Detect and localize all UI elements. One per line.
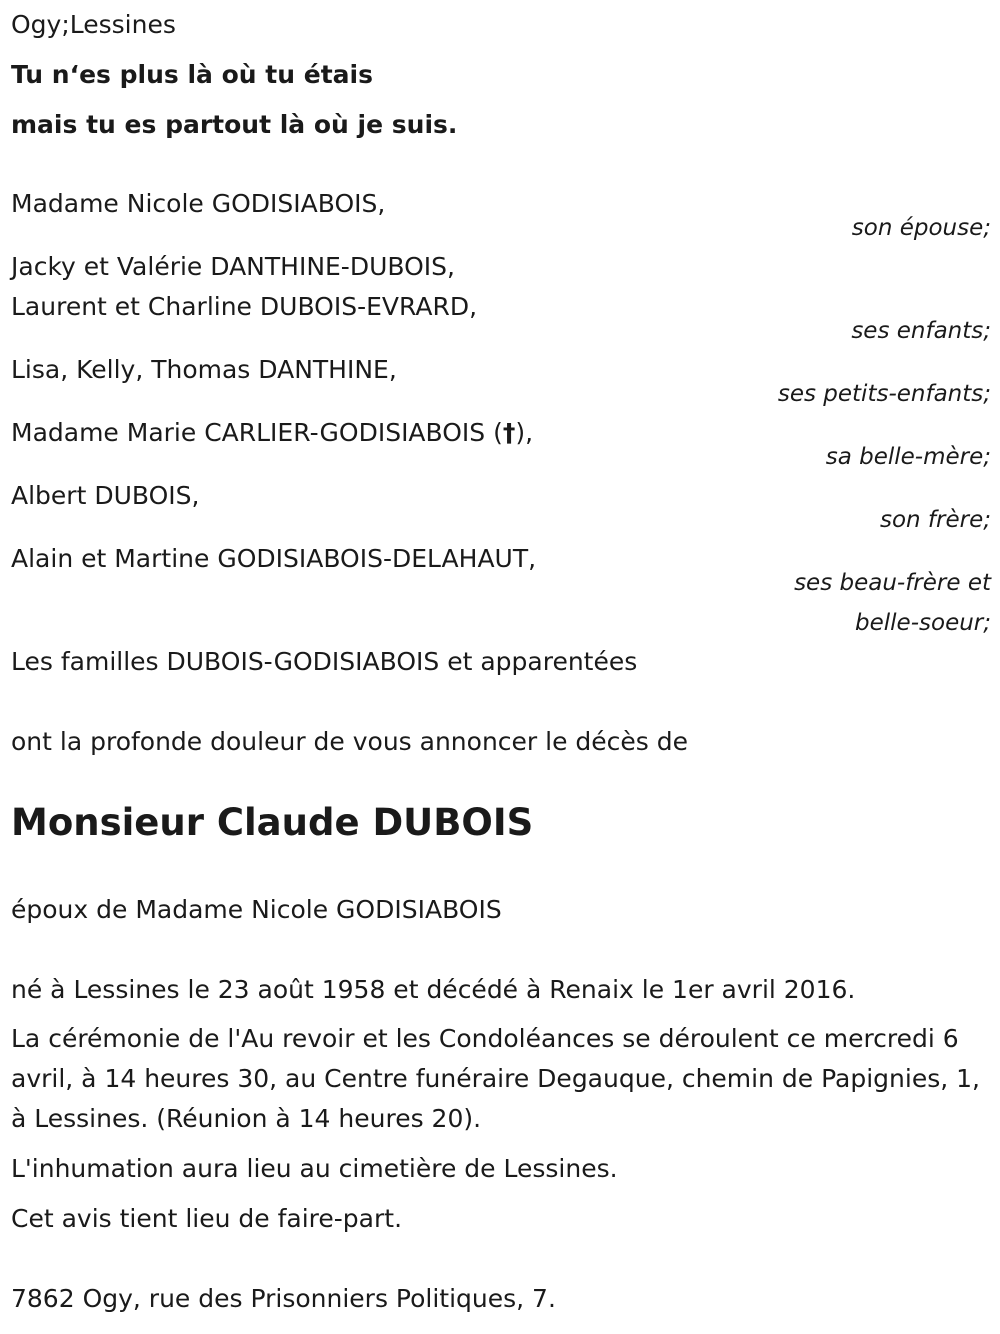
birth-death-line: né à Lessines le 23 août 1958 et décédé à Renaix le 1er avril 2016. <box>11 975 856 1004</box>
notice-line: Cet avis tient lieu de faire-part. <box>11 1204 403 1233</box>
family-spouse-role: son épouse; <box>851 215 991 241</box>
ceremony-paragraph: La cérémonie de l'Au revoir et les Condoléances se déroulent ce mercredi 6 avril, à 14 heures 30, au Centre funéraire Degauque, chemin de Papignies, 1, à Lessines. (Réunion à 14 heures 20). <box>11 1024 980 1133</box>
families-line: Les familles DUBOIS-GODISIABOIS et apparentées <box>11 647 638 676</box>
family-in-laws-role-1: ses beau-frère et <box>794 570 991 596</box>
deceased-name: Monsieur Claude DUBOIS <box>11 801 534 844</box>
family-child-1: Jacky et Valérie DANTHINE-DUBOIS, <box>11 252 455 281</box>
family-spouse-name: Madame Nicole GODISIABOIS, <box>11 189 386 218</box>
address-line: 7862 Ogy, rue des Prisonniers Politiques, 7. <box>11 1284 556 1313</box>
family-in-laws-names: Alain et Martine GODISIABOIS-DELAHAUT, <box>11 544 537 573</box>
family-brother-role: son frère; <box>879 507 991 533</box>
spouse-line: époux de Madame Nicole GODISIABOIS <box>11 895 502 924</box>
location-header: Ogy;Lessines <box>11 10 176 39</box>
cross-icon: † <box>502 418 516 447</box>
family-brother-name: Albert DUBOIS, <box>11 481 200 510</box>
quote-line-1: Tu n‘es plus là où tu étais <box>11 60 373 89</box>
family-in-laws-role-2: belle-soeur; <box>855 610 991 636</box>
family-grandchildren-role: ses petits-enfants; <box>777 381 991 407</box>
burial-line: L'inhumation aura lieu au cimetière de Lessines. <box>11 1154 618 1183</box>
family-mother-in-law-name <box>11 413 533 453</box>
family-grandchildren-names: Lisa, Kelly, Thomas DANTHINE, <box>11 355 397 384</box>
family-children-role: ses enfants; <box>851 318 991 344</box>
quote-line-2: mais tu es partout là où je suis. <box>11 110 458 139</box>
announcement: ont la profonde douleur de vous annoncer le décès de <box>11 727 689 756</box>
mother-in-law-name-text: Madame Marie CARLIER-GODISIABOIS ( <box>11 418 503 447</box>
family-child-2: Laurent et Charline DUBOIS-EVRARD, <box>11 292 478 321</box>
family-mother-in-law-role: sa belle-mère; <box>825 444 991 470</box>
mother-in-law-name-suffix: ), <box>515 418 534 447</box>
